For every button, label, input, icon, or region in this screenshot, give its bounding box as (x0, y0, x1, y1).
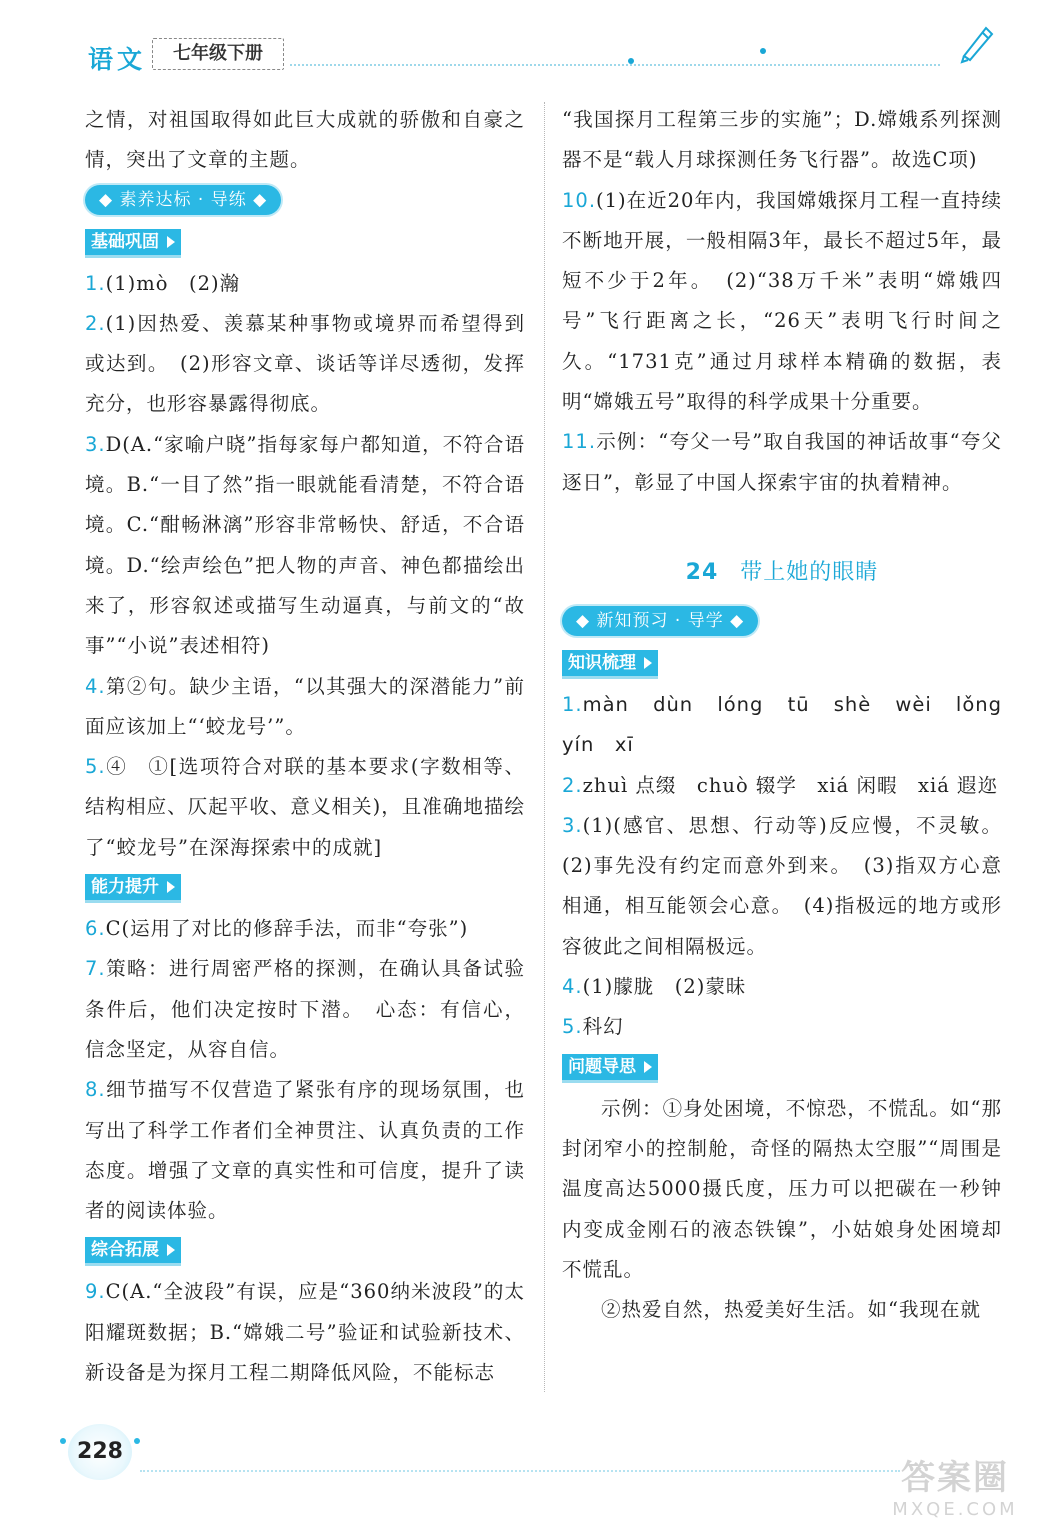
answer-text: D(A.“家喻户晓”指每家每户都知道，不符合语境。B.“一目了然”指一眼就能看清楚，不符合语境。C.“酣畅淋漓”形容非常畅快、舒适，不合语境。D.“绘声绘色”把人物的声音、神色都描绘出来了，形容叙述或描写生动逼真，与前文的“故事”“小说”表述相符) (85, 432, 525, 658)
answer-6 (85, 909, 525, 949)
tag-question-guide (562, 1054, 658, 1083)
continued-text: 之情，对祖国取得如此巨大成就的骄傲和自豪之情，突出了文章的主题。 (85, 108, 525, 172)
answer-text: 策略：进行周密严格的探测，在确认具备试验条件后，他们决定按时下潜。 心态：有信心，信念坚定，从容自信。 (85, 957, 525, 1061)
play-arrow-icon (167, 236, 175, 248)
answer-8 (85, 1070, 525, 1231)
answer-1 (85, 264, 525, 304)
answer-number: 10. (562, 188, 597, 212)
answer-text: zhuì 点缀 chuò 辍学 xiá 闲暇 xiá 遐迩 (582, 773, 999, 797)
tag-label: 综合拓展 (91, 1240, 159, 1261)
answer-10 (562, 181, 1002, 423)
answer-5 (85, 747, 525, 868)
answer-number: 4. (562, 975, 583, 999)
answer-3 (85, 425, 525, 667)
tag-label: 能力提升 (91, 877, 159, 898)
answer-text: 细节描写不仅营造了紧张有序的现场氛围，也写出了科学工作者们全神贯注、认真负责的工作态度。增强了文章的真实性和可信度，提升了读者的阅读体验。 (85, 1078, 525, 1223)
answer-text: (1)因热爱、羡慕某种事物或境界而希望得到或达到。 (2)形容文章、谈话等详尽透彻，发挥充分，也形容暴露得彻底。 (85, 311, 525, 416)
answer-11 (562, 422, 1002, 503)
answer-number: 5. (562, 1015, 583, 1039)
answer-b2 (562, 766, 1002, 806)
play-arrow-icon (644, 657, 652, 669)
answer-number: 6. (85, 917, 106, 941)
answer-text: 科幻 (582, 1015, 624, 1039)
tag-ability (85, 874, 181, 903)
answer-number: 3. (85, 432, 106, 456)
answer-text: màn dùn lóng tū shè wèi lǒng yín xī (562, 692, 1023, 757)
section-banner-preview: ◆ 新知预习 · 导学 ◆ (562, 606, 758, 636)
footer-dotted-line (140, 1470, 900, 1472)
answer-b4 (562, 967, 1002, 1007)
example-paragraph-2: ②热爱自然，热爱美好生活。如“我现在就 (601, 1298, 981, 1322)
tag-basics (85, 229, 181, 258)
right-column (562, 100, 1023, 1330)
answer-text: C(运用了对比的修辞手法，而非“夸张”) (105, 917, 469, 941)
tag-label: 问题导思 (568, 1056, 636, 1077)
header-dotted-line (290, 64, 940, 66)
answer-number: 11. (562, 430, 597, 454)
example-paragraph-1: 示例：①身处困境，不惊恐，不慌乱。如“那封闭窄小的控制舱，奇怪的隔热太空服”“周围是温度高达5000摄氏度，压力可以把碳在一秒钟内变成金刚石的液态铁镍”，小姑娘身处困境却不慌乱。 (562, 1096, 1002, 1281)
page-header (0, 0, 1050, 80)
answer-text: (1)在近20年内，我国嫦娥探月工程一直持续不断地开展，一般相隔3年，最长不超过5年，最短不少于2年。 (2)“38万千米”表明“嫦娥四号”飞行距离之长，“26天”表明飞行时间之久。“1731克”通过月球样本精确的数据，表明“嫦娥五号”取得的科学成果十分重要。 (562, 188, 1002, 414)
header-dot (628, 58, 634, 64)
pen-icon (952, 18, 1000, 66)
answer-number: 5. (85, 755, 106, 779)
answer-text: C(A.“全波段”有误，应是“360纳米波段”的太阳耀斑数据；B.“嫦娥二号”验证和试验新技术、新设备是为探月工程二期降低风险，不能标志 (85, 1280, 525, 1385)
answer-text: (1)mò (2)瀚 (105, 271, 241, 295)
section-banner-practice: ◆ 素养达标 · 导练 ◆ (85, 185, 281, 215)
page-number: 228 (68, 1424, 132, 1480)
tag-label: 基础巩固 (91, 231, 159, 252)
answer-b3 (562, 806, 1002, 967)
footer-dot (60, 1438, 66, 1444)
play-arrow-icon (167, 881, 175, 893)
answer-number: 2. (85, 311, 106, 335)
play-arrow-icon (167, 1244, 175, 1256)
lesson-name: 带上她的眼睛 (740, 559, 879, 585)
answer-text: ④ ①[选项符合对联的基本要求(字数相等、结构相应、仄起平收、意义相关)，且准确地描绘了“蛟龙号”在深海探索中的成就] (85, 755, 525, 859)
left-column (85, 100, 525, 1393)
answer-number: 2. (562, 773, 583, 797)
header-dot (760, 48, 766, 54)
answer-number: 7. (85, 957, 106, 981)
subject-title: 语文 (88, 45, 147, 74)
lesson-title (562, 555, 1002, 586)
answer-7 (85, 949, 525, 1070)
answer-number: 9. (85, 1280, 106, 1304)
answer-number: 4. (85, 674, 106, 698)
column-divider (544, 102, 545, 1392)
site-watermark (870, 1450, 1040, 1530)
tag-label: 知识梳理 (568, 652, 636, 673)
answer-9 (85, 1272, 525, 1393)
answer-b5 (562, 1007, 1002, 1047)
answer-number: 8. (85, 1078, 106, 1102)
answer-2 (85, 304, 525, 425)
answer-number: 1. (562, 692, 583, 716)
grade-label: 七年级下册 (152, 38, 284, 70)
tag-extension (85, 1237, 181, 1266)
answer-b1 (562, 685, 1023, 766)
lesson-number: 24 (685, 559, 719, 585)
answer-text: (1)(感官、思想、行动等)反应慢，不灵敏。(2)事先没有约定而意外到来。 (3)指双方心意相通，相互能领会心意。 (4)指极远的地方或形容彼此之间相隔极远。 (562, 813, 1002, 958)
answer-text: 第②句。缺少主语，“以其强大的深潜能力”前面应该加上“‘蛟龙号’”。 (85, 674, 525, 738)
footer-dot (134, 1438, 140, 1444)
watermark-top-text: 答案圈 (901, 1458, 1009, 1498)
answer-number: 3. (562, 813, 583, 837)
answer-9-continued: “我国探月工程第三步的实施”；D.嫦娥系列探测器不是“载人月球探测任务飞行器”。故选C项) (562, 108, 1002, 172)
tag-knowledge (562, 650, 658, 679)
watermark-bottom-text: MXQE.COM (892, 1499, 1018, 1520)
answer-4 (85, 667, 525, 748)
answer-text: 示例：“夸父一号”取自我国的神话故事“夸父逐日”，彰显了中国人探索宇宙的执着精神。 (562, 430, 1002, 494)
answer-number: 1. (85, 271, 106, 295)
play-arrow-icon (644, 1061, 652, 1073)
answer-text: (1)朦胧 (2)蒙昧 (582, 975, 747, 999)
